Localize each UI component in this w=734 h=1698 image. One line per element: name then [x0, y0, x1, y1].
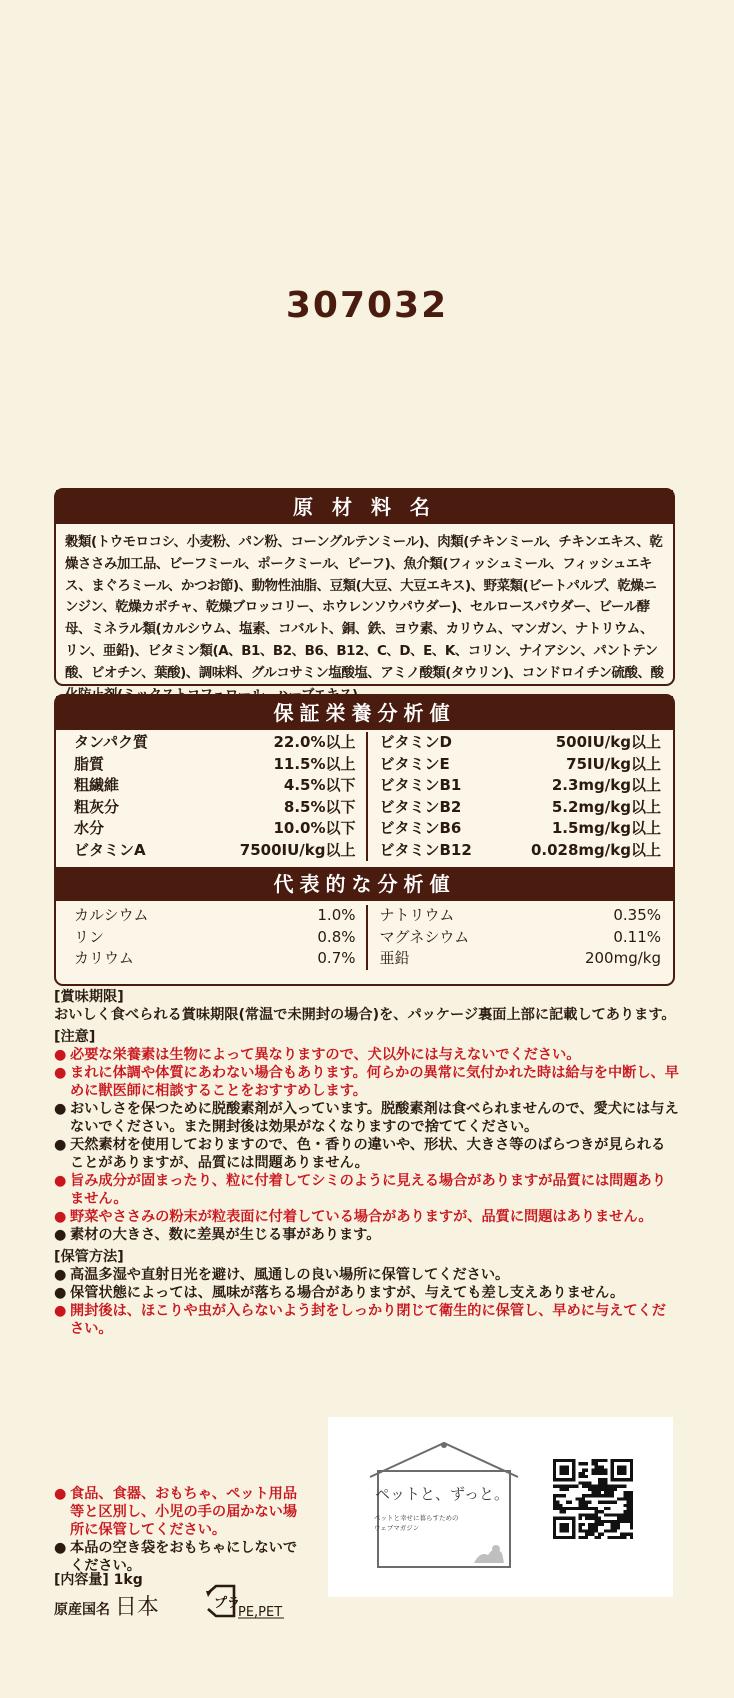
- nutrient-value: 0.35%: [613, 906, 661, 924]
- promo-subtitle: ペットと幸せに暮らすための ウェブマガジン: [374, 1514, 459, 1532]
- analysis-row: [74, 754, 356, 776]
- nutrient-name: ナトリウム: [379, 906, 455, 924]
- country-of-origin: [54, 1590, 159, 1621]
- nutrient-value: 5.2mg/kg以上: [551, 797, 661, 816]
- promo-title: ペットと、ずっと。: [374, 1485, 510, 1503]
- bullet-icon: ●: [54, 1065, 67, 1081]
- best-before-text: おいしく食べられる賞味期限(常温で未開封の場合)を、パッケージ裏面上部に記載してあります。: [54, 1007, 676, 1023]
- analysis-row: [74, 948, 356, 970]
- note-text: おいしさを保つために脱酸素剤が入っています。脱酸素剤は食べられませんので、愛犬には与えないでください。また開封後は効果がなくなりますので捨ててください。: [70, 1101, 679, 1135]
- note-item: [54, 1266, 679, 1284]
- nutrient-name: 粗繊維: [74, 776, 120, 794]
- typical-analysis-title: 代表的な分析値: [56, 867, 673, 901]
- nutrient-name: リン: [74, 927, 105, 946]
- bullet-icon: ●: [54, 1486, 67, 1502]
- typical-analysis-left: [56, 905, 368, 970]
- bullet-icon: ●: [54, 1267, 67, 1283]
- nutrient-name: カリウム: [74, 949, 134, 967]
- nutrient-name: 水分: [74, 819, 105, 837]
- note-text: 旨み成分が固まったり、粒に付着してシミのように見える場合がありますが品質には問題ありません。: [70, 1173, 666, 1207]
- nutrient-name: ビタミンB6: [379, 819, 462, 837]
- guaranteed-analysis-right: [368, 732, 674, 861]
- nutrient-name: ビタミンA: [74, 840, 146, 859]
- recycle-mark-text: プラ: [214, 1596, 241, 1611]
- nutrient-name: ビタミンD: [379, 733, 452, 751]
- note-text: 開封後は、ほこりや虫が入らないよう封をしっかり閉じて衛生的に保管し、早めに与えてください。: [70, 1303, 666, 1337]
- ingredients-box: [54, 488, 675, 686]
- content-label: [内容量]: [54, 1572, 109, 1588]
- nutrient-name: 粗灰分: [74, 797, 120, 816]
- nutrient-name: ビタミンB1: [379, 776, 462, 794]
- note-item: [54, 1172, 679, 1208]
- nutrient-value: 1.0%: [317, 906, 356, 924]
- analysis-row: [380, 775, 662, 797]
- nutrient-name: マグネシウム: [379, 927, 470, 946]
- note-item: [54, 1046, 679, 1064]
- ingredients-text: 穀類(トウモロコシ、小麦粉、パン粉、コーングルテンミール)、肉類(チキンミール、チキンエキス、乾燥ささみ加工品、ビーフミール、ポークミール、ビーフ)、魚介類(フィッシュミール、フィッシュエキス、まぐろミール、かつお節)、動物性油脂、豆類(大豆、大豆エキス)、野菜類(ビートパルプ、乾燥ニンジン、乾燥カボチャ、乾燥ブロッコリー、ホウレンソウパウダー)、セルロースパウダー、ビール酵母、ミネラル類(カルシウム、塩素、コバルト、銅、鉄、ヨウ素、カリウム、マンガン、ナトリウム、リン、亜鉛)、ビタミン類(A、B1、B2、B6、B12、C、D、E、K、コリン、ナイアシン、パントテン酸、ビオチン、葉酸)、調味料、グルコサミン塩酸塩、アミノ酸類(タウリン)、コンドロイチン硫酸、酸: [65, 535, 664, 681]
- storage-lower-list: [54, 1485, 304, 1575]
- nutrient-name: カルシウム: [74, 906, 149, 924]
- note-text: 素材の大きさ、数に差異が生じる事があります。: [70, 1227, 381, 1243]
- ingredients-title: 原 材 料 名: [56, 490, 673, 524]
- typical-analysis-right: [368, 905, 674, 970]
- note-text: まれに体調や体質にあわない場合もあります。何らかの異常に気付かれた時は給与を中断し、早めに獣医師に相談することをおすすめします。: [70, 1065, 679, 1099]
- best-before-title: [賞味期限]: [54, 989, 124, 1005]
- nutrient-name: 脂質: [74, 754, 105, 773]
- nutrient-value: 2.3mg/kg以上: [551, 776, 661, 794]
- nutrient-value: 1.5mg/kg以上: [551, 819, 661, 837]
- bullet-icon: ●: [54, 1209, 67, 1225]
- analysis-row: [380, 754, 662, 776]
- nutrient-name: ビタミンB12: [379, 840, 472, 859]
- note-text: 天然素材を使用しておりますので、色・香りの違いや、形状、大きさ等のばらつきが見られることがありますが、品質には問題ありません。: [70, 1137, 666, 1171]
- typical-analysis-table: [56, 901, 673, 974]
- nutrient-name: ビタミンE: [379, 754, 450, 773]
- analysis-row: [380, 927, 662, 949]
- nutrient-value: 0.11%: [613, 927, 661, 946]
- bullet-icon: ●: [54, 1173, 67, 1189]
- house-logo-icon: [364, 1437, 524, 1575]
- nutrient-value: 22.0%以上: [273, 733, 356, 751]
- nutrient-value: 0.7%: [317, 949, 356, 967]
- note-item: [54, 1302, 679, 1338]
- note-item: [54, 1284, 679, 1302]
- guaranteed-analysis-title: 保証栄養分析値: [56, 696, 673, 730]
- guaranteed-analysis-left: [56, 732, 368, 861]
- note-text: 高温多湿や直射日光を避け、風通しの良い場所に保管してください。: [70, 1267, 510, 1283]
- nutrient-value: 0.028mg/kg以上: [530, 840, 661, 859]
- origin-value: 日本: [114, 1595, 159, 1620]
- bullet-icon: ●: [54, 1101, 67, 1117]
- nutrient-name: ビタミンB2: [379, 797, 462, 816]
- content-amount: [54, 1569, 143, 1589]
- recycle-material-text: PE,PET: [238, 1605, 283, 1620]
- note-text: 保管状態によっては、風味が落ちる場合がありますが、与えても差し支えありません。: [70, 1285, 625, 1301]
- notes-section: [54, 988, 679, 1338]
- bullet-icon: ●: [54, 1137, 67, 1153]
- note-item: [54, 1226, 679, 1244]
- analysis-row: [74, 732, 356, 754]
- note-item: [54, 1208, 679, 1226]
- nutrient-name: タンパク質: [74, 733, 148, 751]
- nutrient-value: 200mg/kg: [584, 949, 661, 967]
- qr-code-icon[interactable]: [553, 1459, 633, 1539]
- note-text: 食品、食器、おもちゃ、ペット用品等と区別し、小児の手の届かない場所に保管してください。: [70, 1486, 298, 1538]
- note-item: [54, 1136, 679, 1172]
- nutrient-value: 75IU/kg以上: [566, 754, 661, 773]
- note-item: [54, 1485, 304, 1539]
- nutrient-value: 4.5%以下: [283, 776, 356, 794]
- analysis-row: [74, 927, 356, 949]
- nutrient-name: 亜鉛: [379, 949, 410, 967]
- bullet-icon: ●: [54, 1540, 67, 1556]
- guaranteed-analysis-table: [56, 730, 673, 861]
- recycle-plastic-icon: [204, 1583, 289, 1619]
- analysis-row: [74, 775, 356, 797]
- note-text: 必要な栄養素は生物によって異なりますので、犬以外には与えないでください。: [70, 1047, 581, 1063]
- analysis-row: [74, 797, 356, 819]
- nutrient-value: 0.8%: [317, 927, 356, 946]
- nutrient-value: 7500IU/kg以上: [239, 840, 356, 859]
- bullet-icon: ●: [54, 1285, 67, 1301]
- analysis-row: [380, 905, 662, 927]
- analysis-row: [380, 732, 662, 754]
- product-code: 307032: [285, 285, 449, 326]
- bullet-icon: ●: [54, 1047, 67, 1063]
- nutrient-value: 500IU/kg以上: [555, 733, 661, 751]
- web-magazine-promo: [328, 1417, 673, 1597]
- storage-list: [54, 1266, 679, 1338]
- cautions-list: [54, 1046, 679, 1244]
- analysis-box: [54, 694, 675, 986]
- analysis-row: [380, 797, 662, 819]
- analysis-row: [74, 818, 356, 840]
- bullet-icon: ●: [54, 1227, 67, 1243]
- origin-label: 原産国名: [54, 1602, 110, 1618]
- nutrient-value: 10.0%以下: [273, 819, 356, 837]
- note-text: 野菜やささみの粉末が粒表面に付着している場合がありますが、品質に問題はありません。: [70, 1209, 653, 1225]
- note-item: [54, 1064, 679, 1100]
- content-value: 1kg: [113, 1572, 143, 1588]
- bullet-icon: ●: [54, 1303, 67, 1319]
- analysis-row: [74, 840, 356, 862]
- analysis-row: [74, 905, 356, 927]
- analysis-row: [380, 818, 662, 840]
- note-item: [54, 1100, 679, 1136]
- storage-title: [保管方法]: [54, 1249, 124, 1265]
- analysis-row: [380, 948, 662, 970]
- analysis-row: [380, 840, 662, 862]
- cautions-title: [注意]: [54, 1029, 96, 1045]
- note-text: 本品の空き袋をおもちゃにしないでください。: [70, 1540, 298, 1574]
- nutrient-value: 11.5%以上: [273, 754, 356, 773]
- nutrient-value: 8.5%以下: [283, 797, 356, 816]
